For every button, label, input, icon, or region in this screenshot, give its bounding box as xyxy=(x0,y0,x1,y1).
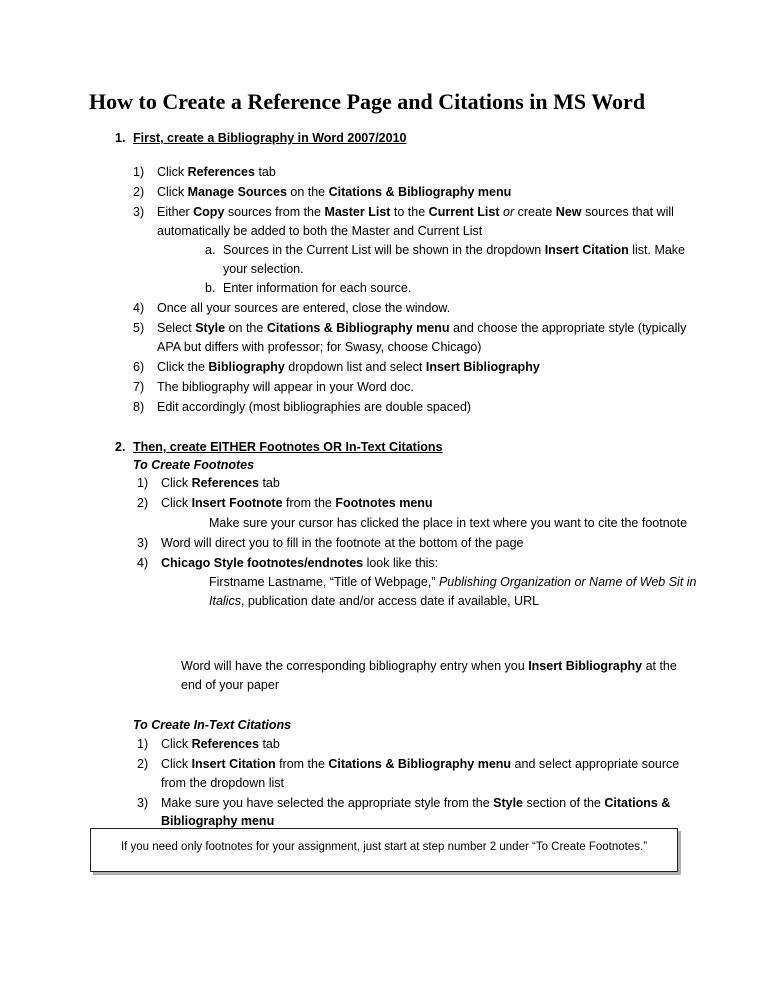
footnote-cursor-note: Make sure your cursor has clicked the place in text where you want to cite the footnote xyxy=(209,515,688,530)
section-2-number: 2. xyxy=(115,440,126,454)
list-item: a. Sources in the Current List will be shown in the dropdown Insert Citation list. Make your selection. xyxy=(205,243,686,276)
intext-steps xyxy=(137,735,697,832)
list-item: b. Enter information for each source. xyxy=(205,281,412,295)
list-item: 2) Click Insert Citation from the Citations & Bibliography menu and select appropriate source from the dropdown list xyxy=(137,757,680,790)
footnotes-steps xyxy=(137,474,697,612)
list-item: 8) Edit accordingly (most bibliographies are double spaced) xyxy=(133,399,472,414)
intext-subtitle: To Create In-Text Citations xyxy=(133,718,292,732)
list-item: 4) Once all your sources are entered, close the window. xyxy=(133,301,451,315)
list-item: 3) Either Copy sources from the Master List to the Current List or create New sources that will automatically be added to both the Master and Current List a. Sources in the Current List will be shown in the dropdown Insert Citation list. Make your selection. b. Enter information for each source. xyxy=(133,203,693,298)
list-item: 1) Click References tab xyxy=(137,737,280,751)
footnotes-subtitle: To Create Footnotes xyxy=(133,458,255,472)
footnotes-only-note-box: If you need only footnotes for your assignment, just start at step number 2 under “To Create Footnotes.” xyxy=(90,828,678,872)
sub-steps xyxy=(157,241,693,298)
list-item: 7) The bibliography will appear in your Word doc. xyxy=(133,379,414,394)
section-1-heading-text: First, create a Bibliography in Word 2007/2010 xyxy=(133,131,407,145)
section-1-number: 1. xyxy=(115,131,126,145)
document-title: How to Create a Reference Page and Citations in MS Word xyxy=(89,89,646,114)
list-item: 3) Word will direct you to fill in the footnote at the bottom of the page xyxy=(137,535,524,550)
section-2-heading-text: Then, create EITHER Footnotes OR In-Text Citations xyxy=(133,440,443,454)
list-item: 3) Make sure you have selected the appropriate style from the Style section of the Citations & Bibliography menu xyxy=(137,795,671,828)
list-item: 4) Chicago Style footnotes/endnotes look like this: Firstname Lastname, “Title of Webpage,” Publishing Organization or Name of Web Sit in Italics, publication date and/or access date if available, URL xyxy=(137,554,697,611)
list-item: 5) Select Style on the Citations & Bibliography menu and choose the appropriate style (typically APA but differs with professor; for Swasy, choose Chicago) xyxy=(133,321,687,354)
section-1-steps xyxy=(133,163,693,418)
list-item: 6) Click the Bibliography dropdown list and select Insert Bibliography xyxy=(133,359,540,374)
list-item: 1) Click References tab xyxy=(137,476,280,490)
bibliography-note: Word will have the corresponding bibliography entry when you Insert Bibliography at the end of your paper xyxy=(181,659,677,692)
list-item: 2) Click Manage Sources on the Citations & Bibliography menu xyxy=(133,185,512,199)
section-1-heading xyxy=(115,129,406,148)
section-2-heading xyxy=(115,438,443,457)
list-item: 2) Click Insert Footnote from the Footnotes menu Make sure your cursor has clicked the place in text where you want to cite the footnote xyxy=(137,494,697,532)
list-item: 1) Click References tab xyxy=(133,165,276,179)
chicago-example: Firstname Lastname, “Title of Webpage,” Publishing Organization or Name of Web Sit in Italics, publication date and/or access date if available, URL xyxy=(209,575,697,608)
